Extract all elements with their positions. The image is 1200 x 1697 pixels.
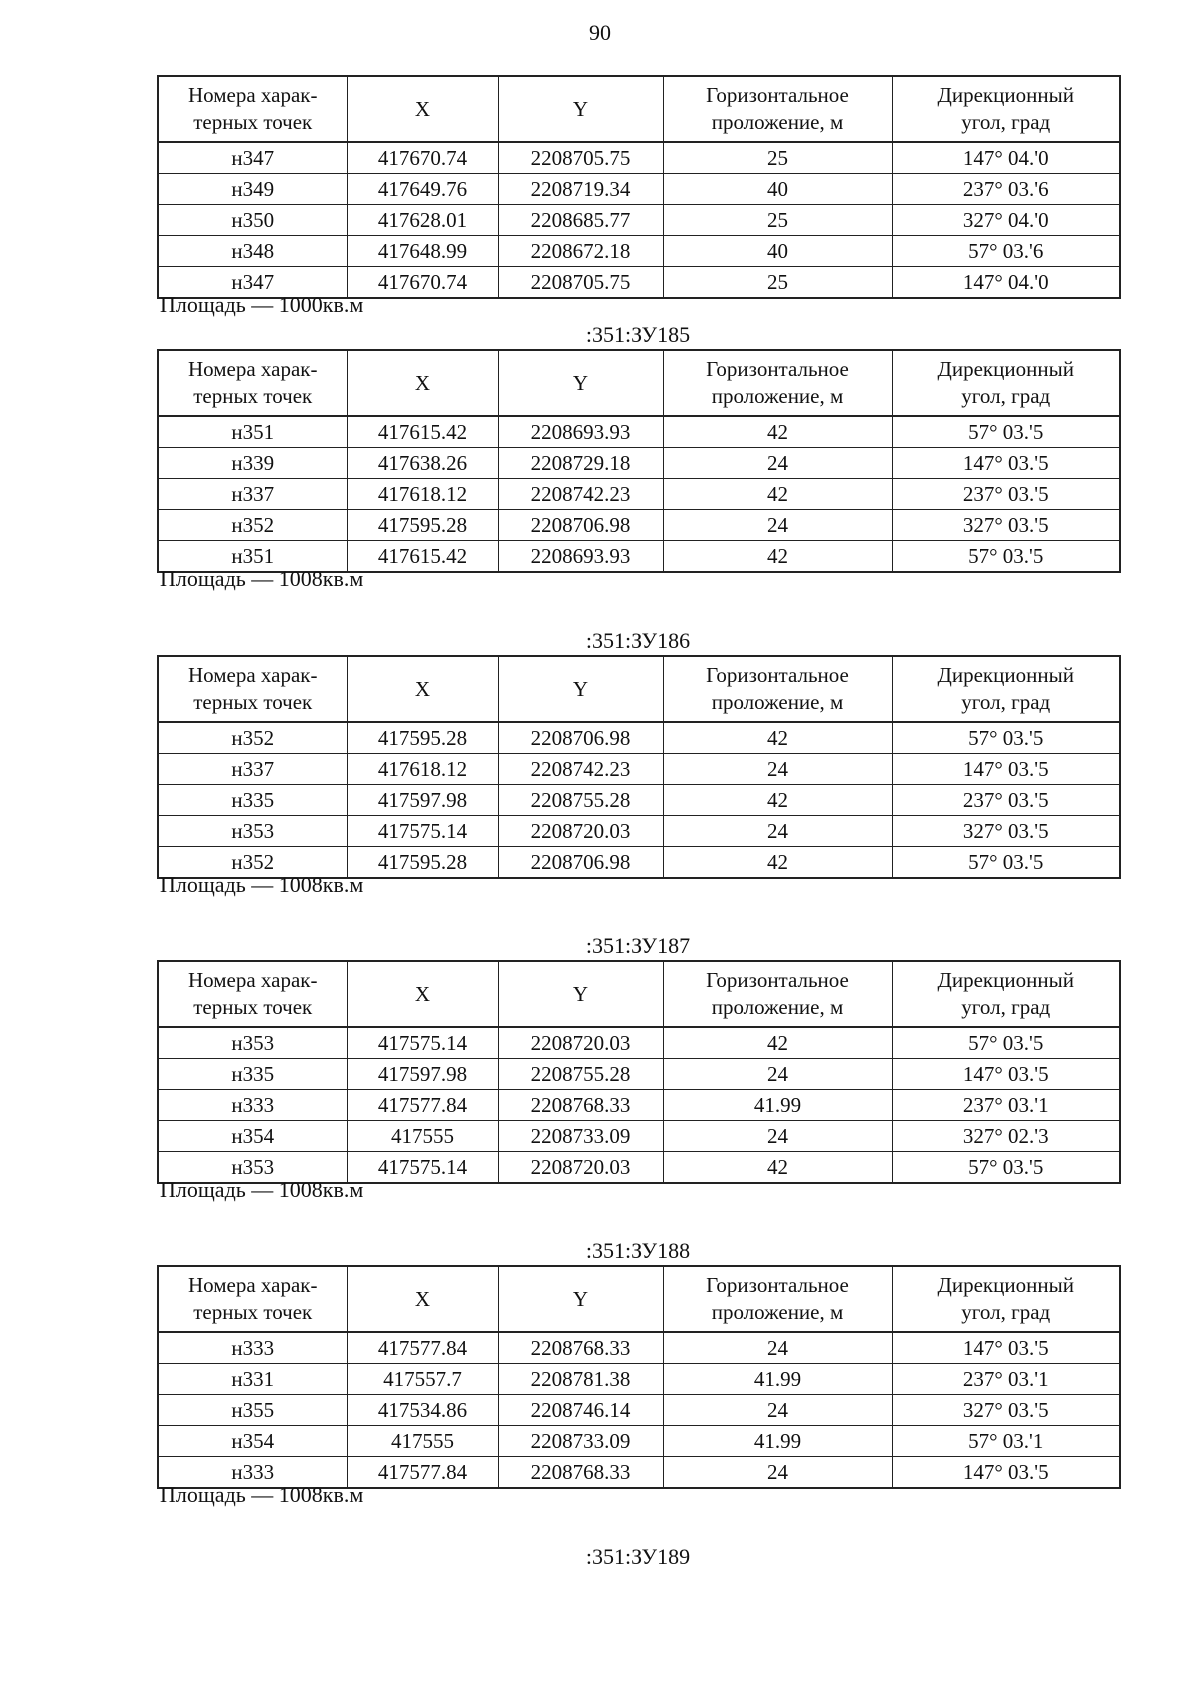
cell-bearing: 327° 03.'5 (892, 1395, 1120, 1426)
header-text: терных точек (193, 384, 313, 408)
block-title: :351:ЗУ186 (585, 628, 691, 653)
cell-x: 417557.7 (347, 1364, 498, 1395)
area-value: Площадь — 1008кв.м (160, 871, 364, 897)
cell-bearing: 57° 03.'6 (892, 236, 1120, 267)
cell-y: 2208755.28 (498, 1059, 663, 1090)
cell-y: 2208705.75 (498, 267, 663, 299)
cell-distance: 41.99 (663, 1364, 892, 1395)
header-text: Дирекционный (937, 1273, 1074, 1297)
cell-x: 417575.14 (347, 1152, 498, 1184)
header-horizontal-distance (663, 350, 892, 416)
cell-x: 417577.84 (347, 1332, 498, 1364)
header-text: Горизонтальное (706, 83, 849, 107)
cell-point-number: н350 (158, 205, 347, 236)
header-text: Горизонтальное (706, 663, 849, 687)
cell-bearing: 237° 03.'5 (892, 785, 1120, 816)
table-row (158, 816, 1120, 847)
header-text: проложение, м (711, 1300, 844, 1324)
cell-distance: 24 (663, 1059, 892, 1090)
header-text: проложение, м (711, 384, 844, 408)
cell-point-number: н352 (158, 847, 347, 879)
cell-bearing: 57° 03.'5 (892, 1027, 1120, 1059)
header-text: проложение, м (711, 110, 844, 134)
cell-distance: 25 (663, 205, 892, 236)
cell-distance: 42 (663, 785, 892, 816)
coordinates-table (157, 75, 1121, 299)
table-header-row (158, 76, 1120, 142)
area-value: Площадь — 1008кв.м (160, 1481, 364, 1507)
cell-bearing: 327° 02.'3 (892, 1121, 1120, 1152)
cell-point-number: н349 (158, 174, 347, 205)
cell-distance: 24 (663, 1121, 892, 1152)
table-row (158, 479, 1120, 510)
header-text: Дирекционный (937, 357, 1074, 381)
cell-distance: 24 (663, 510, 892, 541)
cell-y: 2208706.98 (498, 510, 663, 541)
cell-y: 2208733.09 (498, 1121, 663, 1152)
cell-x: 417577.84 (347, 1457, 498, 1489)
header-bearing-angle (892, 76, 1120, 142)
cell-bearing: 237° 03.'1 (892, 1090, 1120, 1121)
table-row (158, 510, 1120, 541)
cell-distance: 24 (663, 754, 892, 785)
cell-bearing: 57° 03.'5 (892, 416, 1120, 448)
cell-point-number: н335 (158, 785, 347, 816)
cell-x: 417648.99 (347, 236, 498, 267)
cell-point-number: н354 (158, 1121, 347, 1152)
table-row (158, 1395, 1120, 1426)
cell-x: 417555 (347, 1121, 498, 1152)
cell-y: 2208768.33 (498, 1457, 663, 1489)
cell-y: 2208729.18 (498, 448, 663, 479)
cell-x: 417670.74 (347, 142, 498, 174)
cell-x: 417618.12 (347, 479, 498, 510)
header-horizontal-distance (663, 961, 892, 1027)
cell-x: 417595.28 (347, 847, 498, 879)
cell-y: 2208720.03 (498, 816, 663, 847)
table-row (158, 236, 1120, 267)
header-x: X (347, 1266, 498, 1332)
cell-point-number: н347 (158, 142, 347, 174)
header-text: терных точек (193, 690, 313, 714)
cell-y: 2208720.03 (498, 1027, 663, 1059)
cell-point-number: н333 (158, 1457, 347, 1489)
cell-bearing: 327° 03.'5 (892, 816, 1120, 847)
header-horizontal-distance (663, 1266, 892, 1332)
header-text: Номера харак- (187, 968, 318, 992)
header-text: проложение, м (711, 995, 844, 1019)
page-number: 90 (589, 20, 611, 45)
header-horizontal-distance (663, 76, 892, 142)
cell-distance: 25 (663, 142, 892, 174)
cell-x: 417670.74 (347, 267, 498, 299)
cell-bearing: 147° 03.'5 (892, 1457, 1120, 1489)
cell-x: 417628.01 (347, 205, 498, 236)
cell-y: 2208706.98 (498, 722, 663, 754)
header-point-number (158, 1266, 347, 1332)
header-y: Y (498, 961, 663, 1027)
cell-bearing: 147° 04.'0 (892, 142, 1120, 174)
cell-y: 2208706.98 (498, 847, 663, 879)
header-y: Y (498, 656, 663, 722)
cell-point-number: н352 (158, 510, 347, 541)
cell-y: 2208733.09 (498, 1426, 663, 1457)
header-text: Дирекционный (937, 968, 1074, 992)
cell-point-number: н351 (158, 541, 347, 573)
cell-y: 2208685.77 (498, 205, 663, 236)
cell-x: 417575.14 (347, 816, 498, 847)
table-header-row (158, 350, 1120, 416)
cell-distance: 41.99 (663, 1090, 892, 1121)
cell-x: 417615.42 (347, 416, 498, 448)
table-row (158, 1027, 1120, 1059)
cell-distance: 42 (663, 1152, 892, 1184)
cell-bearing: 57° 03.'1 (892, 1426, 1120, 1457)
cell-point-number: н335 (158, 1059, 347, 1090)
cell-distance: 40 (663, 174, 892, 205)
header-text: Горизонтальное (706, 357, 849, 381)
cell-x: 417555 (347, 1426, 498, 1457)
table-row (158, 1332, 1120, 1364)
header-text: Горизонтальное (706, 1273, 849, 1297)
header-x: X (347, 350, 498, 416)
cell-point-number: н331 (158, 1364, 347, 1395)
cell-bearing: 237° 03.'6 (892, 174, 1120, 205)
coordinates-table (157, 349, 1121, 573)
cell-point-number: н348 (158, 236, 347, 267)
header-text: Горизонтальное (706, 968, 849, 992)
table-header-row (158, 1266, 1120, 1332)
table-row (158, 1090, 1120, 1121)
header-bearing-angle (892, 1266, 1120, 1332)
cell-bearing: 57° 03.'5 (892, 1152, 1120, 1184)
cell-distance: 24 (663, 816, 892, 847)
coordinates-table (157, 960, 1121, 1184)
header-y: Y (498, 1266, 663, 1332)
cell-point-number: н347 (158, 267, 347, 299)
cell-distance: 40 (663, 236, 892, 267)
header-text: терных точек (193, 995, 313, 1019)
header-point-number (158, 656, 347, 722)
cell-distance: 42 (663, 416, 892, 448)
cell-y: 2208693.93 (498, 416, 663, 448)
header-y: Y (498, 76, 663, 142)
cell-y: 2208746.14 (498, 1395, 663, 1426)
cell-y: 2208705.75 (498, 142, 663, 174)
header-text: угол, град (961, 1300, 1051, 1324)
cell-bearing: 237° 03.'1 (892, 1364, 1120, 1395)
table-row (158, 1121, 1120, 1152)
cell-point-number: н352 (158, 722, 347, 754)
area-value: Площадь — 1008кв.м (160, 1176, 364, 1202)
cell-x: 417597.98 (347, 1059, 498, 1090)
cell-bearing: 57° 03.'5 (892, 722, 1120, 754)
cell-distance: 42 (663, 479, 892, 510)
table-row (158, 416, 1120, 448)
cell-distance: 42 (663, 722, 892, 754)
cell-y: 2208781.38 (498, 1364, 663, 1395)
cell-point-number: н337 (158, 754, 347, 785)
cell-bearing: 327° 03.'5 (892, 510, 1120, 541)
cell-point-number: н353 (158, 1152, 347, 1184)
cell-y: 2208755.28 (498, 785, 663, 816)
cell-x: 417649.76 (347, 174, 498, 205)
header-text: терных точек (193, 110, 313, 134)
block-title: :351:ЗУ185 (585, 322, 691, 347)
coordinates-table (157, 1265, 1121, 1489)
cell-x: 417577.84 (347, 1090, 498, 1121)
cell-bearing: 57° 03.'5 (892, 541, 1120, 573)
header-text: угол, град (961, 995, 1051, 1019)
cell-bearing: 147° 04.'0 (892, 267, 1120, 299)
cell-y: 2208719.34 (498, 174, 663, 205)
cell-distance: 24 (663, 1395, 892, 1426)
cell-bearing: 147° 03.'5 (892, 448, 1120, 479)
cell-distance: 41.99 (663, 1426, 892, 1457)
header-text: угол, град (961, 110, 1051, 134)
cell-bearing: 237° 03.'5 (892, 479, 1120, 510)
cell-y: 2208742.23 (498, 479, 663, 510)
header-text: Дирекционный (937, 83, 1074, 107)
block-title: :351:ЗУ188 (585, 1238, 691, 1263)
cell-x: 417595.28 (347, 510, 498, 541)
cell-bearing: 147° 03.'5 (892, 1332, 1120, 1364)
table-row (158, 1426, 1120, 1457)
header-text: угол, град (961, 690, 1051, 714)
cell-y: 2208768.33 (498, 1332, 663, 1364)
cell-y: 2208768.33 (498, 1090, 663, 1121)
cell-point-number: н351 (158, 416, 347, 448)
cell-distance: 42 (663, 541, 892, 573)
cell-distance: 42 (663, 1027, 892, 1059)
area-value: Площадь — 1000кв.м (160, 291, 364, 317)
cell-point-number: н333 (158, 1332, 347, 1364)
cell-point-number: н355 (158, 1395, 347, 1426)
cell-point-number: н353 (158, 816, 347, 847)
cell-x: 417618.12 (347, 754, 498, 785)
header-point-number (158, 76, 347, 142)
cell-y: 2208672.18 (498, 236, 663, 267)
table-row (158, 1059, 1120, 1090)
table-row (158, 174, 1120, 205)
cell-bearing: 327° 04.'0 (892, 205, 1120, 236)
cell-x: 417597.98 (347, 785, 498, 816)
header-text: Номера харак- (187, 1273, 318, 1297)
table-row (158, 1364, 1120, 1395)
cell-point-number: н333 (158, 1090, 347, 1121)
table-row (158, 754, 1120, 785)
cell-x: 417615.42 (347, 541, 498, 573)
header-x: X (347, 76, 498, 142)
cell-distance: 24 (663, 1457, 892, 1489)
table-row (158, 448, 1120, 479)
table-row (158, 722, 1120, 754)
header-x: X (347, 656, 498, 722)
table-row (158, 785, 1120, 816)
header-text: Номера харак- (187, 663, 318, 687)
cell-distance: 25 (663, 267, 892, 299)
cell-bearing: 57° 03.'5 (892, 847, 1120, 879)
next-section-title: :351:ЗУ189 (585, 1544, 691, 1569)
table-row (158, 205, 1120, 236)
cell-bearing: 147° 03.'5 (892, 1059, 1120, 1090)
header-point-number (158, 961, 347, 1027)
cell-x: 417534.86 (347, 1395, 498, 1426)
cell-x: 417575.14 (347, 1027, 498, 1059)
cell-x: 417638.26 (347, 448, 498, 479)
cell-y: 2208720.03 (498, 1152, 663, 1184)
header-x: X (347, 961, 498, 1027)
header-text: терных точек (193, 1300, 313, 1324)
cell-y: 2208742.23 (498, 754, 663, 785)
header-y: Y (498, 350, 663, 416)
table-header-row (158, 961, 1120, 1027)
cell-point-number: н339 (158, 448, 347, 479)
header-text: проложение, м (711, 690, 844, 714)
header-text: Номера харак- (187, 83, 318, 107)
area-value: Площадь — 1008кв.м (160, 565, 364, 591)
header-bearing-angle (892, 350, 1120, 416)
cell-point-number: н354 (158, 1426, 347, 1457)
table-header-row (158, 656, 1120, 722)
cell-bearing: 147° 03.'5 (892, 754, 1120, 785)
cell-distance: 24 (663, 1332, 892, 1364)
header-text: Номера харак- (187, 357, 318, 381)
cell-x: 417595.28 (347, 722, 498, 754)
cell-point-number: н337 (158, 479, 347, 510)
block-title: :351:ЗУ187 (585, 933, 691, 958)
header-text: угол, град (961, 384, 1051, 408)
coordinates-table (157, 655, 1121, 879)
header-point-number (158, 350, 347, 416)
header-horizontal-distance (663, 656, 892, 722)
cell-distance: 42 (663, 847, 892, 879)
cell-point-number: н353 (158, 1027, 347, 1059)
header-bearing-angle (892, 961, 1120, 1027)
table-row (158, 142, 1120, 174)
header-bearing-angle (892, 656, 1120, 722)
cell-distance: 24 (663, 448, 892, 479)
header-text: Дирекционный (937, 663, 1074, 687)
cell-y: 2208693.93 (498, 541, 663, 573)
